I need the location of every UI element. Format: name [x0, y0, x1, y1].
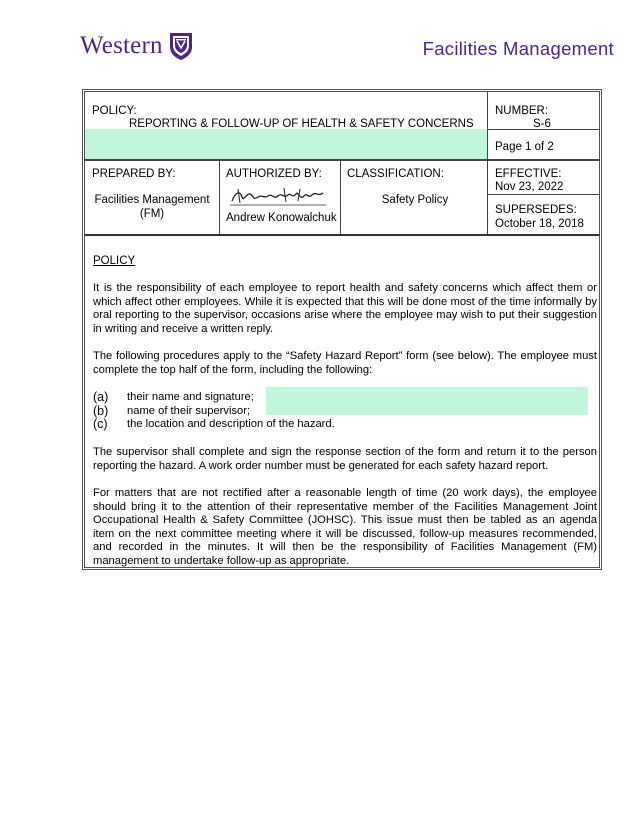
policy-document-frame: [82, 89, 602, 570]
list-item: [93, 418, 335, 432]
supersedes-label: SUPERSEDES:: [495, 204, 577, 216]
supersedes-value: October 18, 2018: [495, 218, 584, 230]
list-item-label: (b): [93, 403, 109, 418]
classification-label: CLASSIFICATION:: [347, 168, 444, 180]
title-highlight: [85, 129, 487, 159]
authorized-by-label: AUTHORIZED BY:: [226, 168, 322, 180]
section-heading: POLICY: [93, 255, 136, 267]
paragraph-2: The following procedures apply to the “Safety Hazard Report” form (see below). The employee must complete the top half of the form, including the following:: [93, 350, 597, 376]
number-value: S-6: [533, 118, 551, 130]
list-item-label: (a): [93, 390, 109, 404]
department-title: Facilities Management: [422, 38, 614, 59]
western-crest-icon: [168, 31, 194, 61]
required-fields-list: [93, 391, 335, 432]
signature: [227, 185, 329, 207]
list-item-label: (c): [93, 417, 108, 432]
list-item: [93, 405, 335, 419]
page-info: Page 1 of 2: [495, 141, 554, 153]
prepared-by-label: PREPARED BY:: [92, 168, 176, 180]
list-item-text: the location and description of the hazard.: [127, 418, 335, 431]
paragraph-4: For matters that are not rectified after a reasonable length of time (20 work days), the employee should bring it to the attention of their representative member of the Facilities Management Joint Occupational Health & Safety Committee (JOHSC). This issue must then be tabled as an agenda item on the next committee meeting where it will be discussed, follow-up measures recommended, and recorded in the minutes. It will then be the responsibility of Facilities Management (FM) management to undertake follow-up as appropriate.: [93, 487, 597, 567]
list-item-text: their name and signature;: [127, 391, 254, 403]
list-item: [93, 391, 335, 405]
list-item-text: name of their supervisor;: [127, 404, 251, 417]
effective-label: EFFECTIVE:: [495, 168, 562, 180]
policy-label: POLICY:: [92, 105, 137, 117]
logo-text: Western: [80, 32, 163, 59]
paragraph-1: It is the responsibility of each employee to report health and safety concerns which affect them or which affect other employees. While it is expected that this will be done most of the time informally by oral reporting to the supervisor, occasions arise where the employee may wish to put their suggestion in writing and receive a written reply.: [93, 282, 597, 335]
number-label: NUMBER:: [495, 105, 549, 117]
prepared-by-value: Facilities Management (FM): [94, 194, 210, 220]
western-logo: [80, 28, 194, 64]
classification-value: Safety Policy: [381, 194, 449, 206]
paragraph-3: The supervisor shall complete and sign the response section of the form and return it to the person reporting the hazard. A work order number must be generated for each safety hazard report.: [93, 446, 597, 472]
policy-title: REPORTING & FOLLOW-UP OF HEALTH & SAFETY CONCERNS: [129, 118, 474, 130]
effective-value: Nov 23, 2022: [495, 181, 564, 193]
authorized-by-name: Andrew Konowalchuk: [226, 212, 337, 224]
